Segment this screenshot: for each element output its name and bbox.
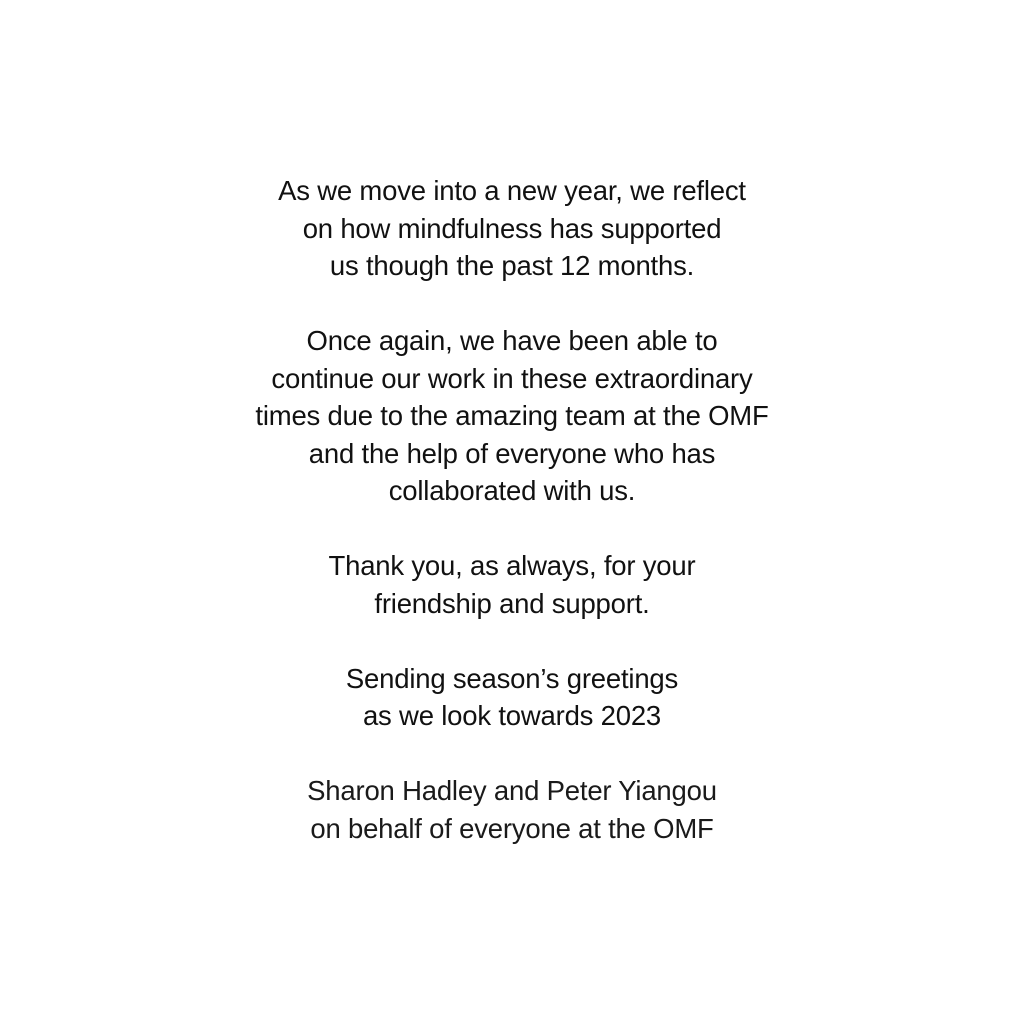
thanks-line-2: friendship and support.: [374, 587, 650, 619]
greetings-paragraph: [0, 660, 1024, 735]
thanks-paragraph: [0, 547, 1024, 622]
greetings-line-2: as we look towards 2023: [362, 700, 662, 731]
team-line-1: Once again, we have been able to: [306, 325, 718, 356]
team-paragraph: [0, 322, 1024, 510]
signature-on-behalf: on behalf of everyone at the OMF: [310, 812, 714, 844]
team-line-4: and the help of everyone who has: [308, 437, 716, 469]
reflection-line-3: us though the past 12 months.: [329, 250, 695, 281]
team-line-3: times due to the amazing team at the OMF: [255, 400, 769, 431]
greeting-message: [0, 172, 1024, 885]
greetings-line-1: Sending season’s greetings: [345, 662, 679, 694]
signature-names: Sharon Hadley and Peter Yiangou: [307, 775, 717, 806]
reflection-line-2: on how mindfulness has supported: [302, 212, 722, 244]
thanks-line-1: Thank you, as always, for your: [328, 550, 696, 581]
signature: [0, 772, 1024, 847]
reflection-paragraph: [0, 172, 1024, 285]
team-line-2: continue our work in these extraordinary: [271, 362, 753, 394]
reflection-line-1: As we move into a new year, we reflect: [278, 175, 746, 206]
team-line-5: collaborated with us.: [388, 475, 636, 506]
